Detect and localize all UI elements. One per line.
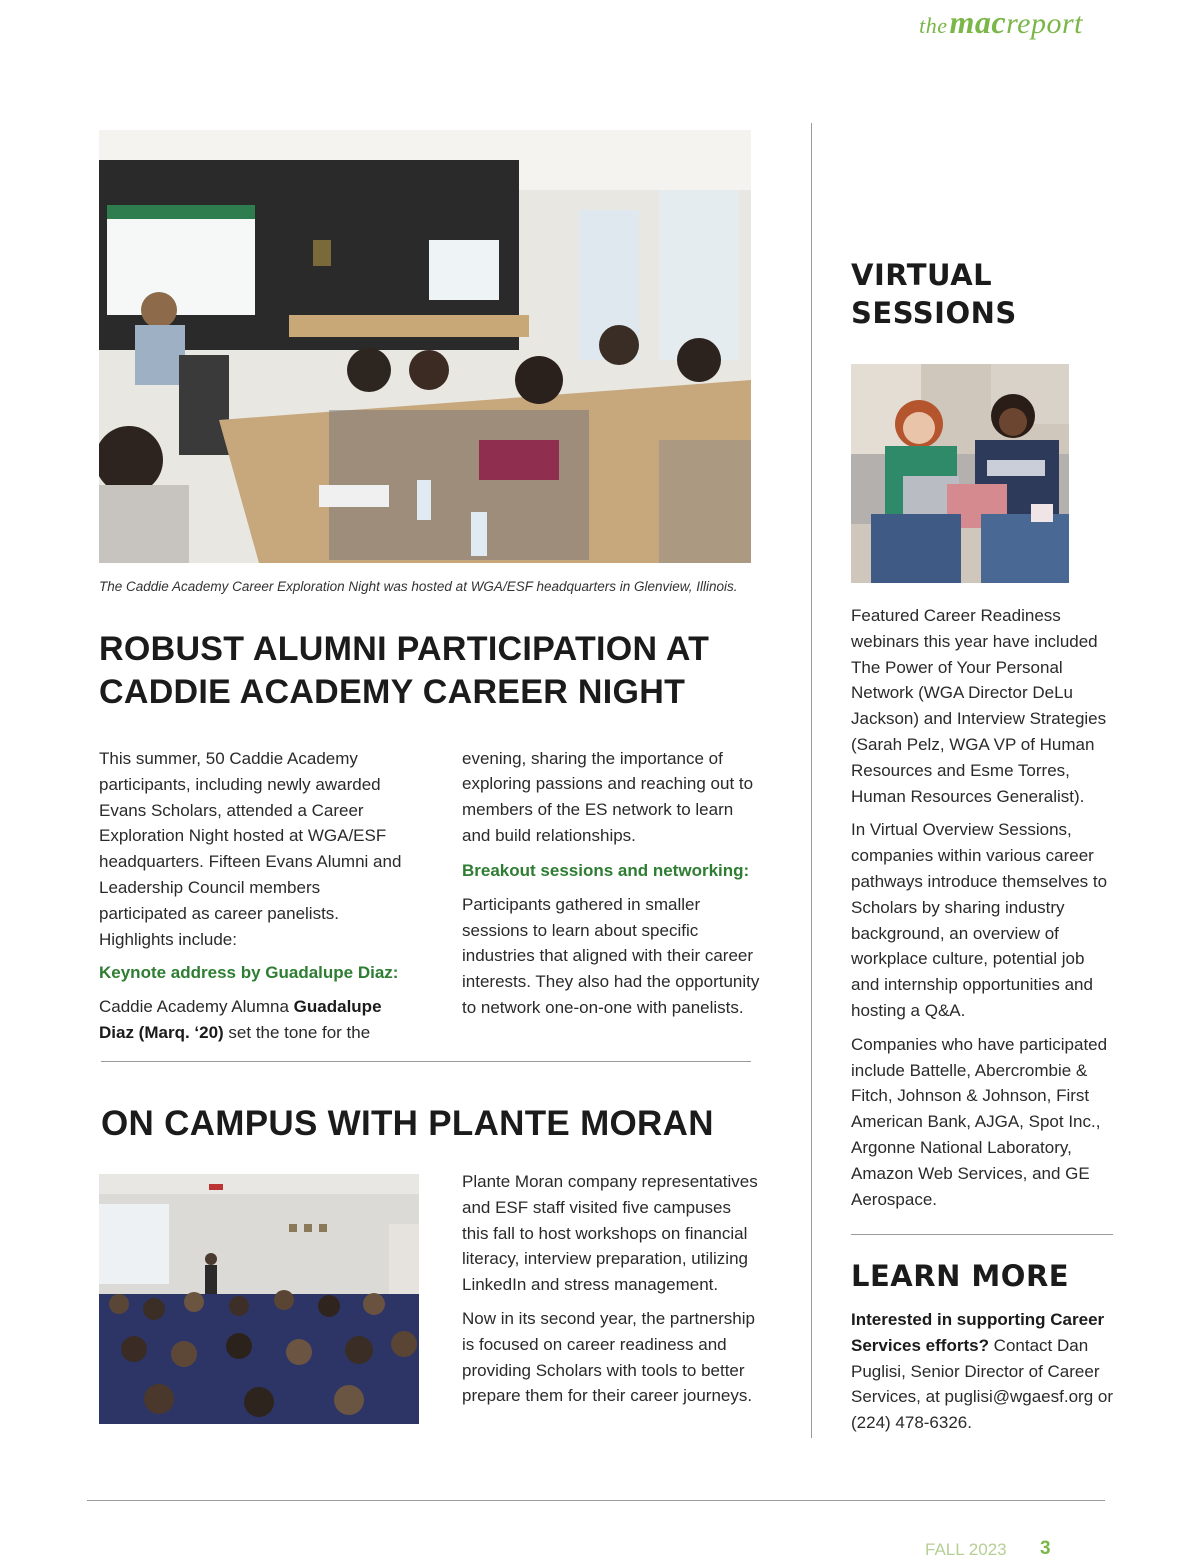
campus-paragraph-1: Plante Moran company representatives and ESF staff visited five campuses this fall to host workshops on financial literacy, interview preparation, utilizing LinkedIn and stress management. xyxy=(462,1172,758,1295)
campus-article-text xyxy=(462,1169,760,1417)
virtual-paragraph-1: Featured Career Readiness webinars this year have included The Power of Your Personal Network (WGA Director DeLu Jackson) and Interview Strategies (Sarah Pelz, WGA VP of Human Resources and Esme Torres, Human Resources Generalist). xyxy=(851,606,1107,806)
campus-paragraph-2: Now in its second year, the partnership is focused on career readiness and providing Scholars with tools to better prepare them for their career journeys. xyxy=(462,1308,755,1406)
footer-rule xyxy=(87,1500,1105,1501)
main-headline xyxy=(99,628,779,714)
main-headline-line2: CADDIE ACADEMY CAREER NIGHT xyxy=(99,673,686,711)
main-headline-line1: ROBUST ALUMNI PARTICIPATION AT xyxy=(99,630,710,668)
section-divider xyxy=(101,1061,751,1062)
plante-moran-photo xyxy=(99,1174,419,1424)
learn-more-bold-lead: Interested in supporting Career Services efforts? xyxy=(851,1310,1105,1355)
learn-more-text xyxy=(851,1307,1113,1444)
issue-date: FALL 2023 xyxy=(925,1540,1007,1559)
breakout-subheading: Breakout sessions and networking: xyxy=(462,861,750,880)
column-divider xyxy=(811,123,812,1438)
main-article-column-right xyxy=(462,746,760,1029)
keynote-continued xyxy=(462,746,760,850)
keynote-subheading: Keynote address by Guadalupe Diaz: xyxy=(99,963,399,983)
virtual-sessions-photo xyxy=(851,364,1069,583)
keynote-speaker-name: Guadalupe Diaz (Marq. ‘20) xyxy=(99,997,382,1042)
page-number: 3 xyxy=(1040,1538,1051,1559)
virtual-paragraph-3: Companies who have participated include Battelle, Abercrombie & Fitch, Johnson & Johnson, First American Bank, AJGA, Spot Inc., Argonne National Laboratory, Amazon Web Services, and GE Aerospace. xyxy=(851,1034,1108,1209)
virtual-sessions-text xyxy=(851,603,1113,1220)
main-article-column-left xyxy=(99,746,411,1054)
career-night-photo xyxy=(99,130,751,563)
keynote-paragraph-continued: evening, sharing the importance of exploring passions and reaching out to members of the ES network to learn and build relationships. xyxy=(462,748,754,845)
sidebar-divider xyxy=(851,1234,1113,1235)
photo-caption: The Caddie Academy Career Exploration Night was hosted at WGA/ESF headquarters in Glenview, Illinois. xyxy=(99,579,738,594)
intro-paragraph: This summer, 50 Caddie Academy participants, including newly awarded Evans Scholars, attended a Career Exploration Night hosted at WGA/ESF headquarters. Fifteen Evans Alumni and Leadership Council members participated as career panelists. Highlights include: xyxy=(99,749,402,949)
virtual-sessions-heading: VIRTUAL SESSIONS xyxy=(851,258,1017,330)
campus-headline: ON CAMPUS WITH PLANTE MORAN xyxy=(101,1104,714,1143)
masthead-logo: themacreport xyxy=(919,4,1083,40)
virtual-paragraph-2: In Virtual Overview Sessions, companies within various career pathways introduce themselves to Scholars by sharing industry background, an overview of workplace culture, potential job and internship opportunities and hosting a Q&A. xyxy=(851,820,1108,1020)
learn-more-heading: LEARN MORE xyxy=(851,1259,1070,1293)
breakout-paragraph: Participants gathered in smaller sessions to learn about specific industries that aligned with their career interests. They also had the opportunity to network one-on-one with panelists. xyxy=(462,894,760,1017)
keynote-paragraph: Caddie Academy Alumna Guadalupe Diaz (Marq. ‘20) set the tone for the xyxy=(99,997,382,1042)
learn-more-paragraph: Interested in supporting Career Services efforts? Contact Dan Puglisi, Senior Director of Career Services, at puglisi@wgaesf.org or (224) 478-6326. xyxy=(851,1310,1113,1433)
